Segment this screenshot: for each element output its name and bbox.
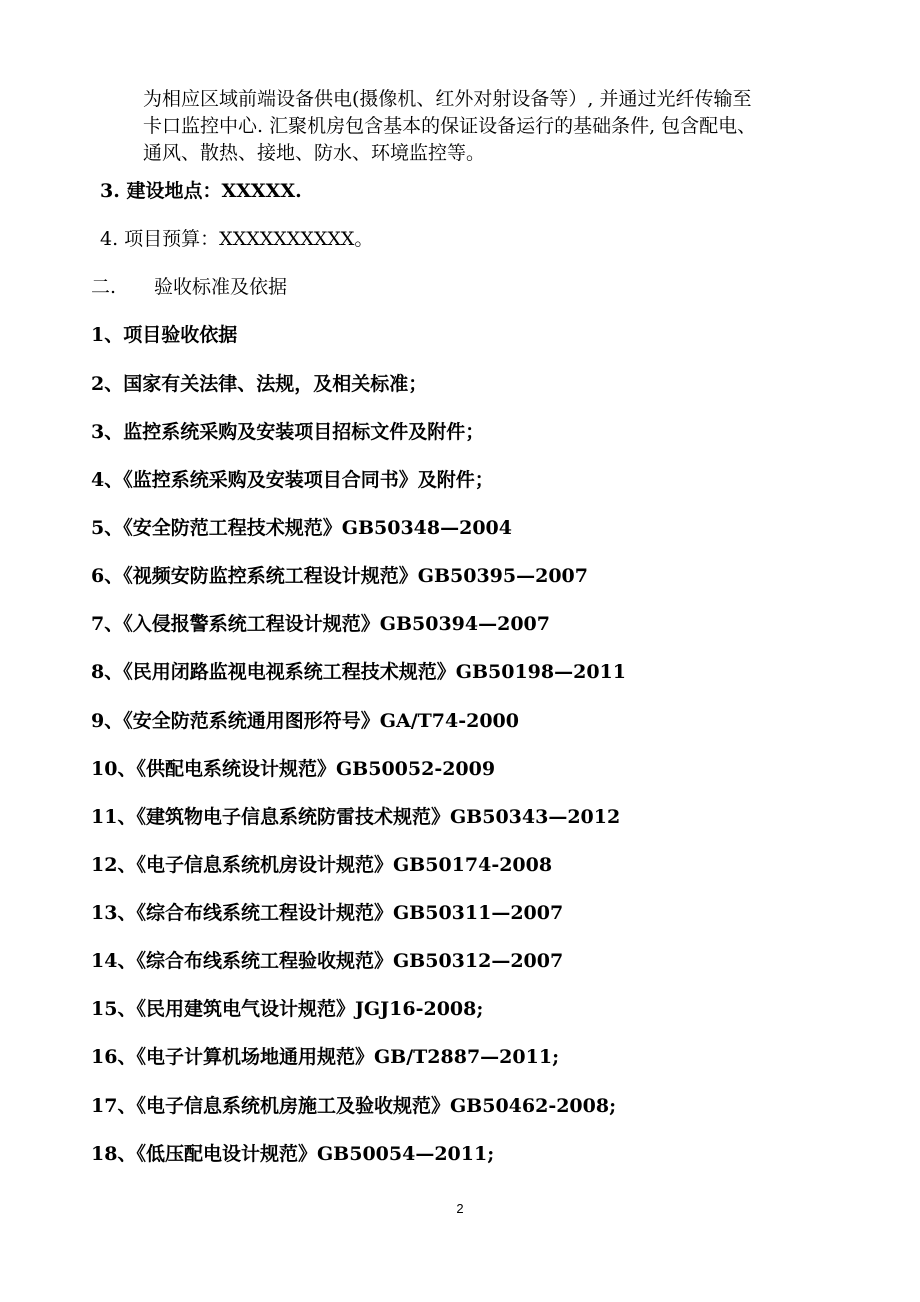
basis-item: 14、《综合布线系统工程验收规范》GB50312—2007 <box>91 950 564 972</box>
basis-item: 8、《民用闭路监视电视系统工程技术规范》GB50198—2011 <box>91 661 626 683</box>
basis-item: 17、《电子信息系统机房施工及验收规范》GB50462-2008; <box>91 1095 617 1117</box>
basis-item: 18、《低压配电设计规范》GB50054—2011; <box>91 1143 495 1165</box>
basis-item: 5、《安全防范工程技术规范》GB50348—2004 <box>91 517 512 539</box>
item-location: 3. 建设地点：XXXXX. <box>100 180 302 202</box>
basis-item: 1、项目验收依据 <box>91 324 238 346</box>
basis-item: 13、《综合布线系统工程设计规范》GB50311—2007 <box>91 902 564 924</box>
basis-item: 4、《监控系统采购及安装项目合同书》及附件； <box>91 469 494 491</box>
section-heading <box>91 272 287 299</box>
basis-item: 9、《安全防范系统通用图形符号》GA/T74-2000 <box>91 710 519 732</box>
intro-line: 为相应区域前端设备供电(摄像机、红外对射设备等）, 并通过光纤传输至 <box>143 88 752 110</box>
page-number: 2 <box>456 1201 464 1216</box>
basis-item: 10、《供配电系统设计规范》GB50052-2009 <box>91 758 496 780</box>
basis-item: 11、《建筑物电子信息系统防雷技术规范》GB50343—2012 <box>91 806 621 828</box>
basis-item: 7、《入侵报警系统工程设计规范》GB50394—2007 <box>91 613 550 635</box>
section-number: 二. <box>91 276 117 298</box>
item-budget: 4. 项目预算：XXXXXXXXXX。 <box>100 228 374 250</box>
intro-line: 通风、散热、接地、防水、环境监控等。 <box>143 142 486 164</box>
basis-item: 6、《视频安防监控系统工程设计规范》GB50395—2007 <box>91 565 588 587</box>
basis-item: 3、监控系统采购及安装项目招标文件及附件； <box>91 421 485 443</box>
basis-item: 12、《电子信息系统机房设计规范》GB50174-2008 <box>91 854 553 876</box>
basis-item: 2、国家有关法律、法规，及相关标准； <box>91 373 428 395</box>
basis-item: 15、《民用建筑电气设计规范》JGJ16-2008; <box>91 998 484 1020</box>
basis-item: 16、《电子计算机场地通用规范》GB/T2887—2011; <box>91 1046 560 1068</box>
intro-paragraph <box>143 86 843 167</box>
intro-line: 卡口监控中心. 汇聚机房包含基本的保证设备运行的基础条件, 包含配电、 <box>143 115 757 137</box>
section-title: 验收标准及依据 <box>154 276 288 298</box>
